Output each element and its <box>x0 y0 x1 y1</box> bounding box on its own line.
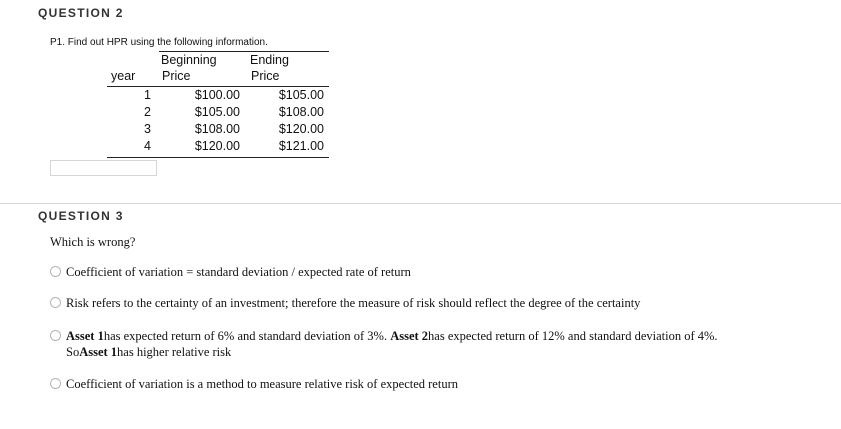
option-3-text-a: has expected return of 6% and standard deviation of 3%. <box>103 329 391 343</box>
header-ending-line1: Ending <box>250 53 289 67</box>
header-ending-line2: Price <box>251 69 280 83</box>
option-1-label: Coefficient of variation = standard deviation / expected rate of return <box>66 265 411 279</box>
table-row <box>107 122 329 139</box>
table-header-rule <box>107 86 329 87</box>
year-cell: 3 <box>144 122 151 136</box>
radio-button[interactable] <box>50 330 61 341</box>
ending-price-cell: $105.00 <box>278 88 324 102</box>
option-4[interactable] <box>50 376 458 392</box>
table-row <box>107 105 329 122</box>
option-2-label: Risk refers to the certainty of an investment; therefore the measure of risk should reflect the degree of the certainty <box>66 296 641 310</box>
header-year: year <box>111 69 136 83</box>
option-2[interactable] <box>50 295 640 311</box>
hpr-answer-input[interactable] <box>50 160 157 176</box>
option-3-label <box>66 328 718 360</box>
ending-price-cell: $121.00 <box>278 139 324 153</box>
question-divider <box>0 203 841 204</box>
option-1[interactable] <box>50 264 411 280</box>
table-row <box>107 139 329 156</box>
beginning-price-cell: $105.00 <box>194 105 240 119</box>
option-3-text-d: has higher relative risk <box>117 345 232 359</box>
question-2-prompt: P1. Find out HPR using the following information. <box>50 37 268 48</box>
year-cell: 2 <box>144 105 151 119</box>
beginning-price-cell: $120.00 <box>194 139 240 153</box>
option-3-text-c: So <box>66 345 80 359</box>
beginning-price-cell: $100.00 <box>194 88 240 102</box>
ending-price-cell: $108.00 <box>278 105 324 119</box>
asset-1-label: Asset 1 <box>66 329 104 343</box>
beginning-price-cell: $108.00 <box>194 122 240 136</box>
asset-1-label: Asset 1 <box>79 345 118 359</box>
header-beginning-line1: Beginning <box>161 53 217 67</box>
table-row <box>107 88 329 105</box>
question-3-header: QUESTION 3 <box>38 209 124 223</box>
radio-button[interactable] <box>50 378 61 389</box>
question-3-prompt: Which is wrong? <box>50 235 136 249</box>
asset-2-label: Asset 2 <box>390 329 429 343</box>
radio-button[interactable] <box>50 266 61 277</box>
option-3[interactable] <box>50 328 718 360</box>
header-beginning-line2: Price <box>162 69 191 83</box>
radio-button[interactable] <box>50 297 61 308</box>
ending-price-cell: $120.00 <box>278 122 324 136</box>
table-bottom-rule <box>107 157 329 158</box>
option-3-text-b: has expected return of 12% and standard deviation of 4%. <box>428 329 718 343</box>
year-cell: 1 <box>144 88 151 102</box>
question-2-header: QUESTION 2 <box>38 6 124 20</box>
table-top-rule <box>159 51 329 52</box>
option-4-label: Coefficient of variation is a method to measure relative risk of expected return <box>66 377 458 391</box>
year-cell: 4 <box>144 139 151 153</box>
